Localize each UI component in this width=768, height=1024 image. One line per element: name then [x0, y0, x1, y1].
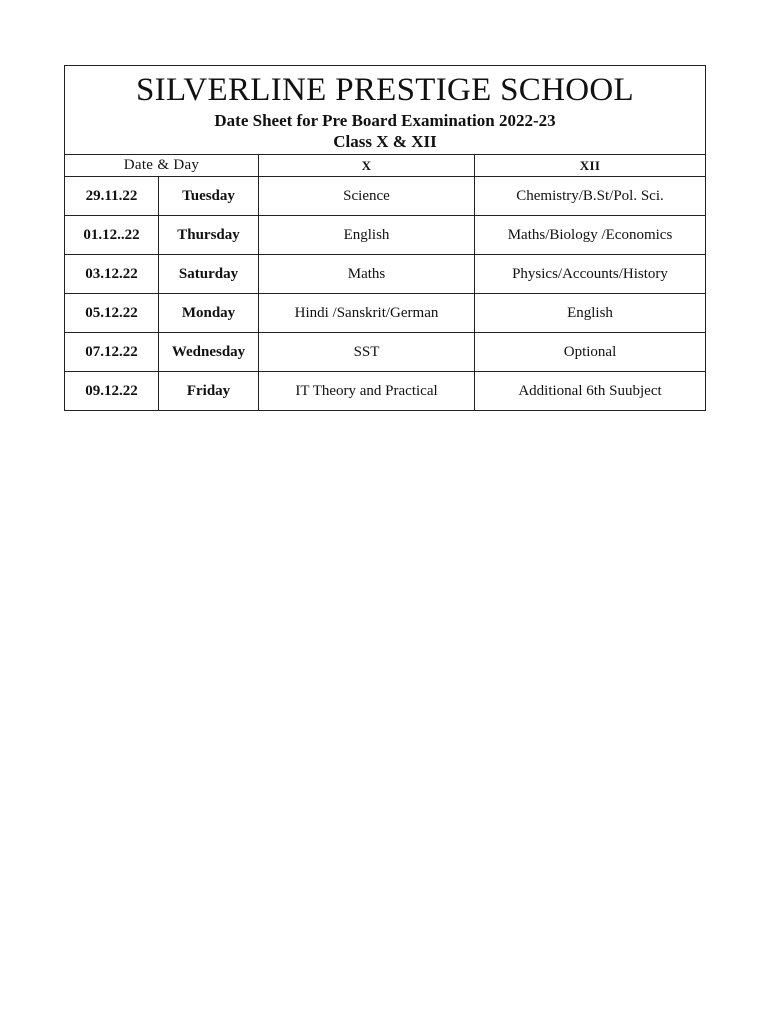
exam-date: 03.12.22 — [65, 255, 159, 294]
date-sheet-table — [64, 65, 706, 411]
header-row — [65, 66, 706, 155]
exam-subtitle: Date Sheet for Pre Board Examination 2022-23 — [214, 111, 556, 130]
class-x-subject: SST — [259, 333, 475, 372]
class-x-subject: Hindi /Sanskrit/German — [259, 294, 475, 333]
class-x-subject: Science — [259, 177, 475, 216]
exam-date: 01.12..22 — [65, 216, 159, 255]
class-x-subject: IT Theory and Practical — [259, 372, 475, 411]
exam-day: Monday — [159, 294, 259, 333]
class-x-subject: English — [259, 216, 475, 255]
class-xii-subject: Maths/Biology /Economics — [475, 216, 706, 255]
date-sheet — [64, 65, 705, 411]
exam-day: Thursday — [159, 216, 259, 255]
class-xii-subject: Physics/Accounts/History — [475, 255, 706, 294]
table-row — [65, 177, 706, 216]
class-xii-subject: Additional 6th Suubject — [475, 372, 706, 411]
column-header-row — [65, 155, 706, 177]
exam-day: Wednesday — [159, 333, 259, 372]
table-row — [65, 216, 706, 255]
exam-date: 29.11.22 — [65, 177, 159, 216]
exam-date: 09.12.22 — [65, 372, 159, 411]
column-header-date-day: Date & Day — [65, 155, 259, 177]
table-row — [65, 294, 706, 333]
class-x-subject: Maths — [259, 255, 475, 294]
column-header-class-xii: XII — [475, 155, 706, 177]
column-header-class-x: X — [259, 155, 475, 177]
school-name: SILVERLINE PRESTIGE SCHOOL — [136, 72, 634, 108]
exam-date: 07.12.22 — [65, 333, 159, 372]
table-row — [65, 372, 706, 411]
exam-date: 05.12.22 — [65, 294, 159, 333]
header-cell — [65, 66, 706, 155]
class-xii-subject: Optional — [475, 333, 706, 372]
table-row — [65, 333, 706, 372]
class-xii-subject: Chemistry/B.St/Pol. Sci. — [475, 177, 706, 216]
exam-day: Saturday — [159, 255, 259, 294]
exam-day: Tuesday — [159, 177, 259, 216]
table-row — [65, 255, 706, 294]
class-line: Class X & XII — [333, 132, 437, 151]
class-xii-subject: English — [475, 294, 706, 333]
exam-day: Friday — [159, 372, 259, 411]
